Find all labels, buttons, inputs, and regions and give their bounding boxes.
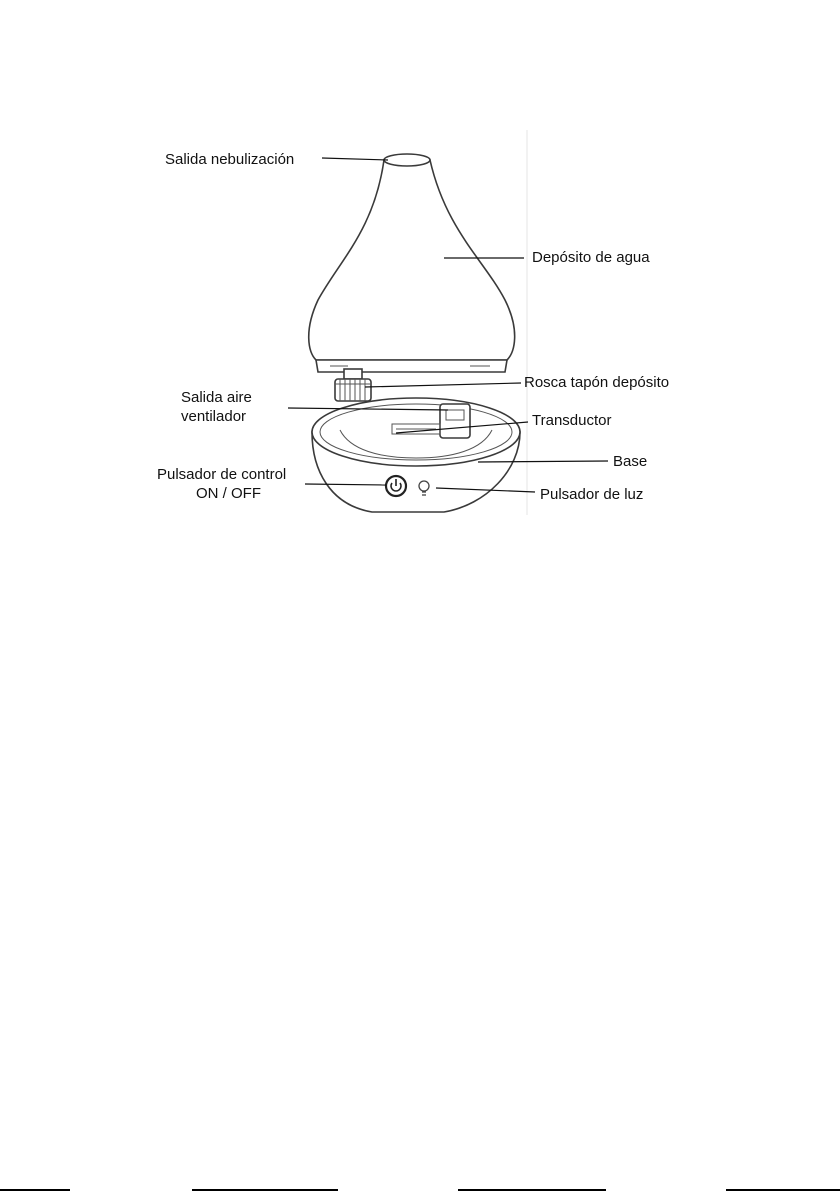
tank-cap-thread <box>335 369 371 401</box>
label-pulsador-luz: Pulsador de luz <box>540 486 644 503</box>
base <box>312 398 520 512</box>
leader-rosca-tapon <box>365 383 521 387</box>
label-deposito-agua: Depósito de agua <box>532 249 650 266</box>
label-base: Base <box>613 453 648 470</box>
label-rosca-tapon: Rosca tapón depósito <box>524 374 670 391</box>
label-salida-aire-line2: ventilador <box>181 408 247 425</box>
power-button-icon <box>386 476 406 496</box>
label-pulsador-control-line1: Pulsador de control <box>157 466 287 483</box>
leader-salida-nebulizacion <box>322 158 388 160</box>
label-salida-nebulizacion: Salida nebulización <box>165 151 295 168</box>
label-pulsador-control-line2: ON / OFF <box>196 485 261 502</box>
water-tank <box>309 154 515 372</box>
label-salida-aire-line1: Salida aire <box>181 389 252 406</box>
label-transductor: Transductor <box>532 412 612 429</box>
